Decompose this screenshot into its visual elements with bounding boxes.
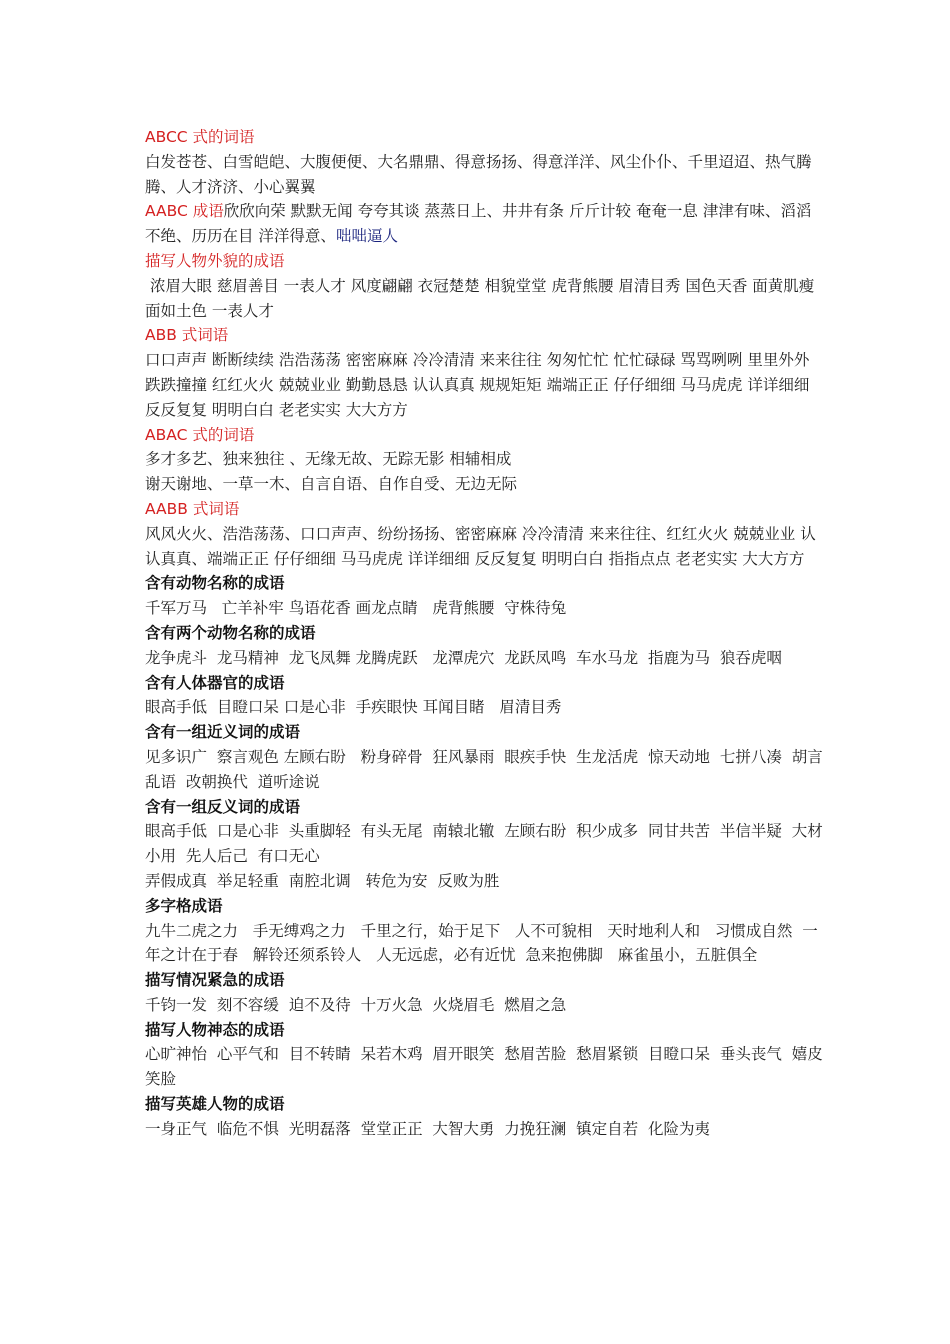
two-animal-heading: 含有两个动物名称的成语 [145, 623, 316, 642]
demeanor-heading: 描写人物神态的成语 [145, 1020, 285, 1039]
appearance-heading: 描写人物外貌的成语 [145, 251, 285, 270]
aabb-text: 风风火火、浩浩荡荡、口口声声、纷纷扬扬、密密麻麻 冷冷清清 来来往往、红红火火 兢兢业业 认认真真、端端正正 仔仔细细 马马虎虎 详详细细 反反复复 明明白白 指指点点 老老实实 大大方方 [145, 524, 816, 568]
abac-text-1: 多才多艺、独来独往 、无缘无故、无踪无影 相辅相成 [145, 450, 512, 469]
aabc-text: 欣欣向荣 默默无闻 夸夸其谈 蒸蒸日上、井井有条 斤斤计较 奄奄一息 津津有味、滔滔不绝、历历在目 洋洋得意、 [145, 202, 812, 246]
synonym-heading: 含有一组近义词的成语 [145, 723, 301, 742]
aabc-extra-text: 咄咄逼人 [335, 227, 398, 246]
abac-text-2: 谢天谢地、一草一木、自言自语、自作自受、无边无际 [145, 475, 518, 494]
abac-heading: ABAC 式的词语 [145, 425, 255, 444]
hero-heading: 描写英雄人物的成语 [145, 1095, 285, 1114]
demeanor-text: 心旷神怡 心平气和 目不转睛 呆若木鸡 眉开眼笑 愁眉苦脸 愁眉紧锁 目瞪口呆 垂头丧气 嬉皮笑脸 [145, 1045, 823, 1089]
synonym-text: 见多识广 察言观色 左顾右盼 粉身碎骨 狂风暴雨 眼疾手快 生龙活虎 惊天动地 七拼八凑 胡言乱语 改朝换代 道听途说 [145, 747, 823, 791]
organ-text: 眼高手低 目瞪口呆 口是心非 手疾眼快 耳闻目睹 眉清目秀 [145, 698, 562, 717]
aabc-paragraph [145, 199, 825, 249]
urgent-heading: 描写情况紧急的成语 [145, 971, 285, 990]
abcc-text: 白发苍苍、白雪皑皑、大腹便便、大名鼎鼎、得意扬扬、得意洋洋、风尘仆仆、千里迢迢、热气腾腾、人才济济、小心翼翼 [145, 152, 812, 196]
aabb-heading: AABB 式词语 [145, 499, 240, 518]
organ-heading: 含有人体器官的成语 [145, 673, 285, 692]
two-animal-text: 龙争虎斗 龙马精神 龙飞凤舞 龙腾虎跃 龙潭虎穴 龙跃凤鸣 车水马龙 指鹿为马 狼吞虎咽 [145, 648, 782, 667]
hero-text: 一身正气 临危不惧 光明磊落 堂堂正正 大智大勇 力挽狂澜 镇定自若 化险为夷 [145, 1119, 710, 1138]
antonym-text-2: 弄假成真 举足轻重 南腔北调 转危为安 反败为胜 [145, 871, 500, 890]
multi-text: 九牛二虎之力 手无缚鸡之力 千里之行，始于足下 人不可貌相 天时地利人和 习惯成自然 一年之计在于春 解铃还须系铃人 人无远虑，必有近忧 急来抱佛脚 麻雀虽小，五脏俱全 [145, 921, 818, 965]
abb-text: 口口声声 断断续续 浩浩荡荡 密密麻麻 冷冷清清 来来往往 匆匆忙忙 忙忙碌碌 骂骂咧咧 里里外外 跌跌撞撞 红红火火 兢兢业业 勤勤恳恳 认认真真 规规矩矩 端端正正 仔仔细细 马马虎虎 详详细细 反反复复 明明白白 老老实实 大大方方 [145, 351, 810, 419]
antonym-text-1: 眼高手低 口是心非 头重脚轻 有头无尾 南辕北辙 左顾右盼 积少成多 同甘共苦 半信半疑 大材小用 先人后己 有口无心 [145, 822, 823, 866]
antonym-heading: 含有一组反义词的成语 [145, 797, 301, 816]
document-body [145, 125, 825, 1142]
appearance-text: 浓眉大眼 慈眉善目 一表人才 风度翩翩 衣冠楚楚 相貌堂堂 虎背熊腰 眉清目秀 国色天香 面黄肌瘦 面如土色 一表人才 [145, 276, 820, 320]
animal-text: 千军万马 亡羊补牢 鸟语花香 画龙点睛 虎背熊腰 守株待兔 [145, 599, 567, 618]
abb-heading: ABB 式词语 [145, 326, 229, 345]
urgent-text: 千钧一发 刻不容缓 迫不及待 十万火急 火烧眉毛 燃眉之急 [145, 995, 567, 1014]
animal-heading: 含有动物名称的成语 [145, 574, 285, 593]
aabc-heading: AABC 成语 [145, 202, 224, 221]
abcc-heading: ABCC 式的词语 [145, 128, 255, 146]
multi-heading: 多字格成语 [145, 896, 223, 915]
